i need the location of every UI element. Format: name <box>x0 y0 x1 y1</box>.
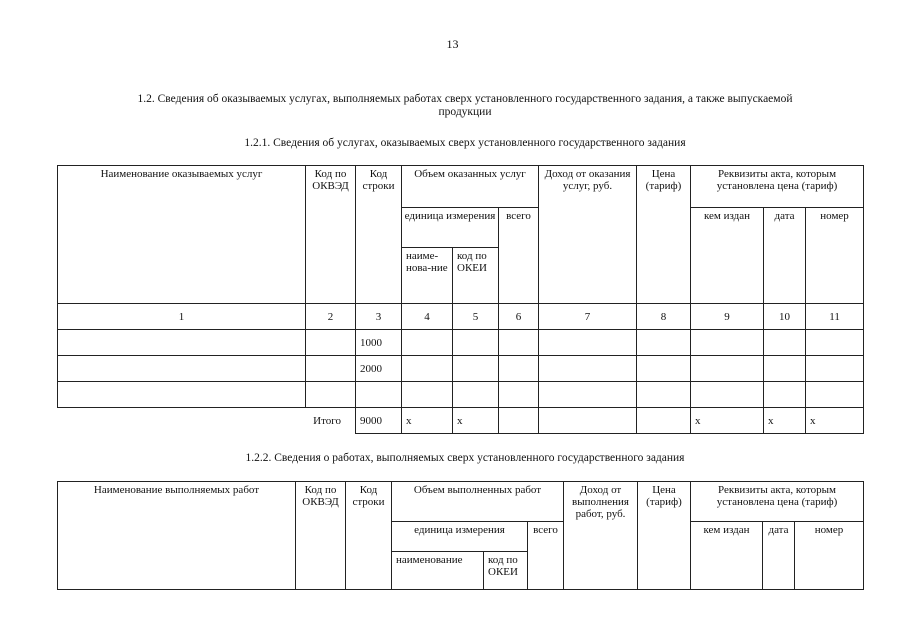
header-row-code: Код строки <box>356 166 402 304</box>
column-number: 1 <box>58 304 306 330</box>
header-date: дата <box>763 522 795 590</box>
row-code <box>356 382 402 408</box>
column-number: 4 <box>402 304 453 330</box>
column-number: 11 <box>806 304 864 330</box>
column-number: 7 <box>539 304 637 330</box>
header-total: всего <box>499 208 539 304</box>
row-code: 2000 <box>356 356 402 382</box>
header-number: номер <box>806 208 864 304</box>
header-service-name: Наименование оказываемых услуг <box>58 166 306 304</box>
total-code: 9000 <box>356 408 402 434</box>
page-number: 13 <box>446 37 459 51</box>
total-number: х <box>806 408 864 434</box>
header-number: номер <box>795 522 864 590</box>
header-unit-name: наименование <box>392 552 484 590</box>
header-unit: единица измерения <box>392 522 528 552</box>
table-row <box>58 356 864 382</box>
section-heading-1-2-1: 1.2.1. Сведения об услугах, оказываемых сверх установленного государственного задания <box>244 137 686 149</box>
header-income: Доход от оказания услуг, руб. <box>539 166 637 304</box>
column-number: 8 <box>637 304 691 330</box>
section-heading-1-2: 1.2. Сведения об оказываемых услугах, выполняемых работах сверх установленного государственного задания, а также выпускаемой продукции <box>137 93 793 118</box>
header-total: всего <box>528 522 564 590</box>
total-date: х <box>764 408 806 434</box>
header-act: Реквизиты акта, которым установлена цена (тариф) <box>691 166 864 208</box>
header-unit-okei: код по ОКЕИ <box>453 248 499 304</box>
total-unit-name: х <box>402 408 453 434</box>
total-issued-by: х <box>691 408 764 434</box>
header-okved: Код по ОКВЭД <box>296 482 346 590</box>
header-act: Реквизиты акта, которым установлена цена (тариф) <box>691 482 864 522</box>
header-work-name: Наименование выполняемых работ <box>58 482 296 590</box>
section-heading-1-2-2: 1.2.2. Сведения о работах, выполняемых сверх установленного государственного задания <box>245 452 685 464</box>
column-number: 3 <box>356 304 402 330</box>
header-unit-name: наиме-нова-ние <box>402 248 453 304</box>
total-row <box>58 408 864 434</box>
header-income: Доход от выполнения работ, руб. <box>564 482 638 590</box>
column-number: 6 <box>499 304 539 330</box>
total-label: Итого <box>313 414 341 427</box>
table-row <box>58 382 864 408</box>
header-row-code: Код строки <box>346 482 392 590</box>
row-code: 1000 <box>356 330 402 356</box>
services-table <box>57 165 864 434</box>
column-numbers-row <box>58 304 864 330</box>
header-price: Цена (тариф) <box>637 166 691 304</box>
header-date: дата <box>764 208 806 304</box>
total-unit-okei: х <box>453 408 499 434</box>
header-issued-by: кем издан <box>691 208 764 304</box>
header-unit: единица измерения <box>402 208 499 248</box>
header-price: Цена (тариф) <box>638 482 691 590</box>
table-row <box>58 330 864 356</box>
column-number: 5 <box>453 304 499 330</box>
header-unit-okei: код по ОКЕИ <box>484 552 528 590</box>
header-volume: Объем выполненных работ <box>392 482 564 522</box>
header-issued-by: кем издан <box>691 522 763 590</box>
column-number: 2 <box>306 304 356 330</box>
header-volume: Объем оказанных услуг <box>402 166 539 208</box>
column-number: 9 <box>691 304 764 330</box>
header-okved: Код по ОКВЭД <box>306 166 356 304</box>
column-number: 10 <box>764 304 806 330</box>
works-table <box>57 481 864 590</box>
